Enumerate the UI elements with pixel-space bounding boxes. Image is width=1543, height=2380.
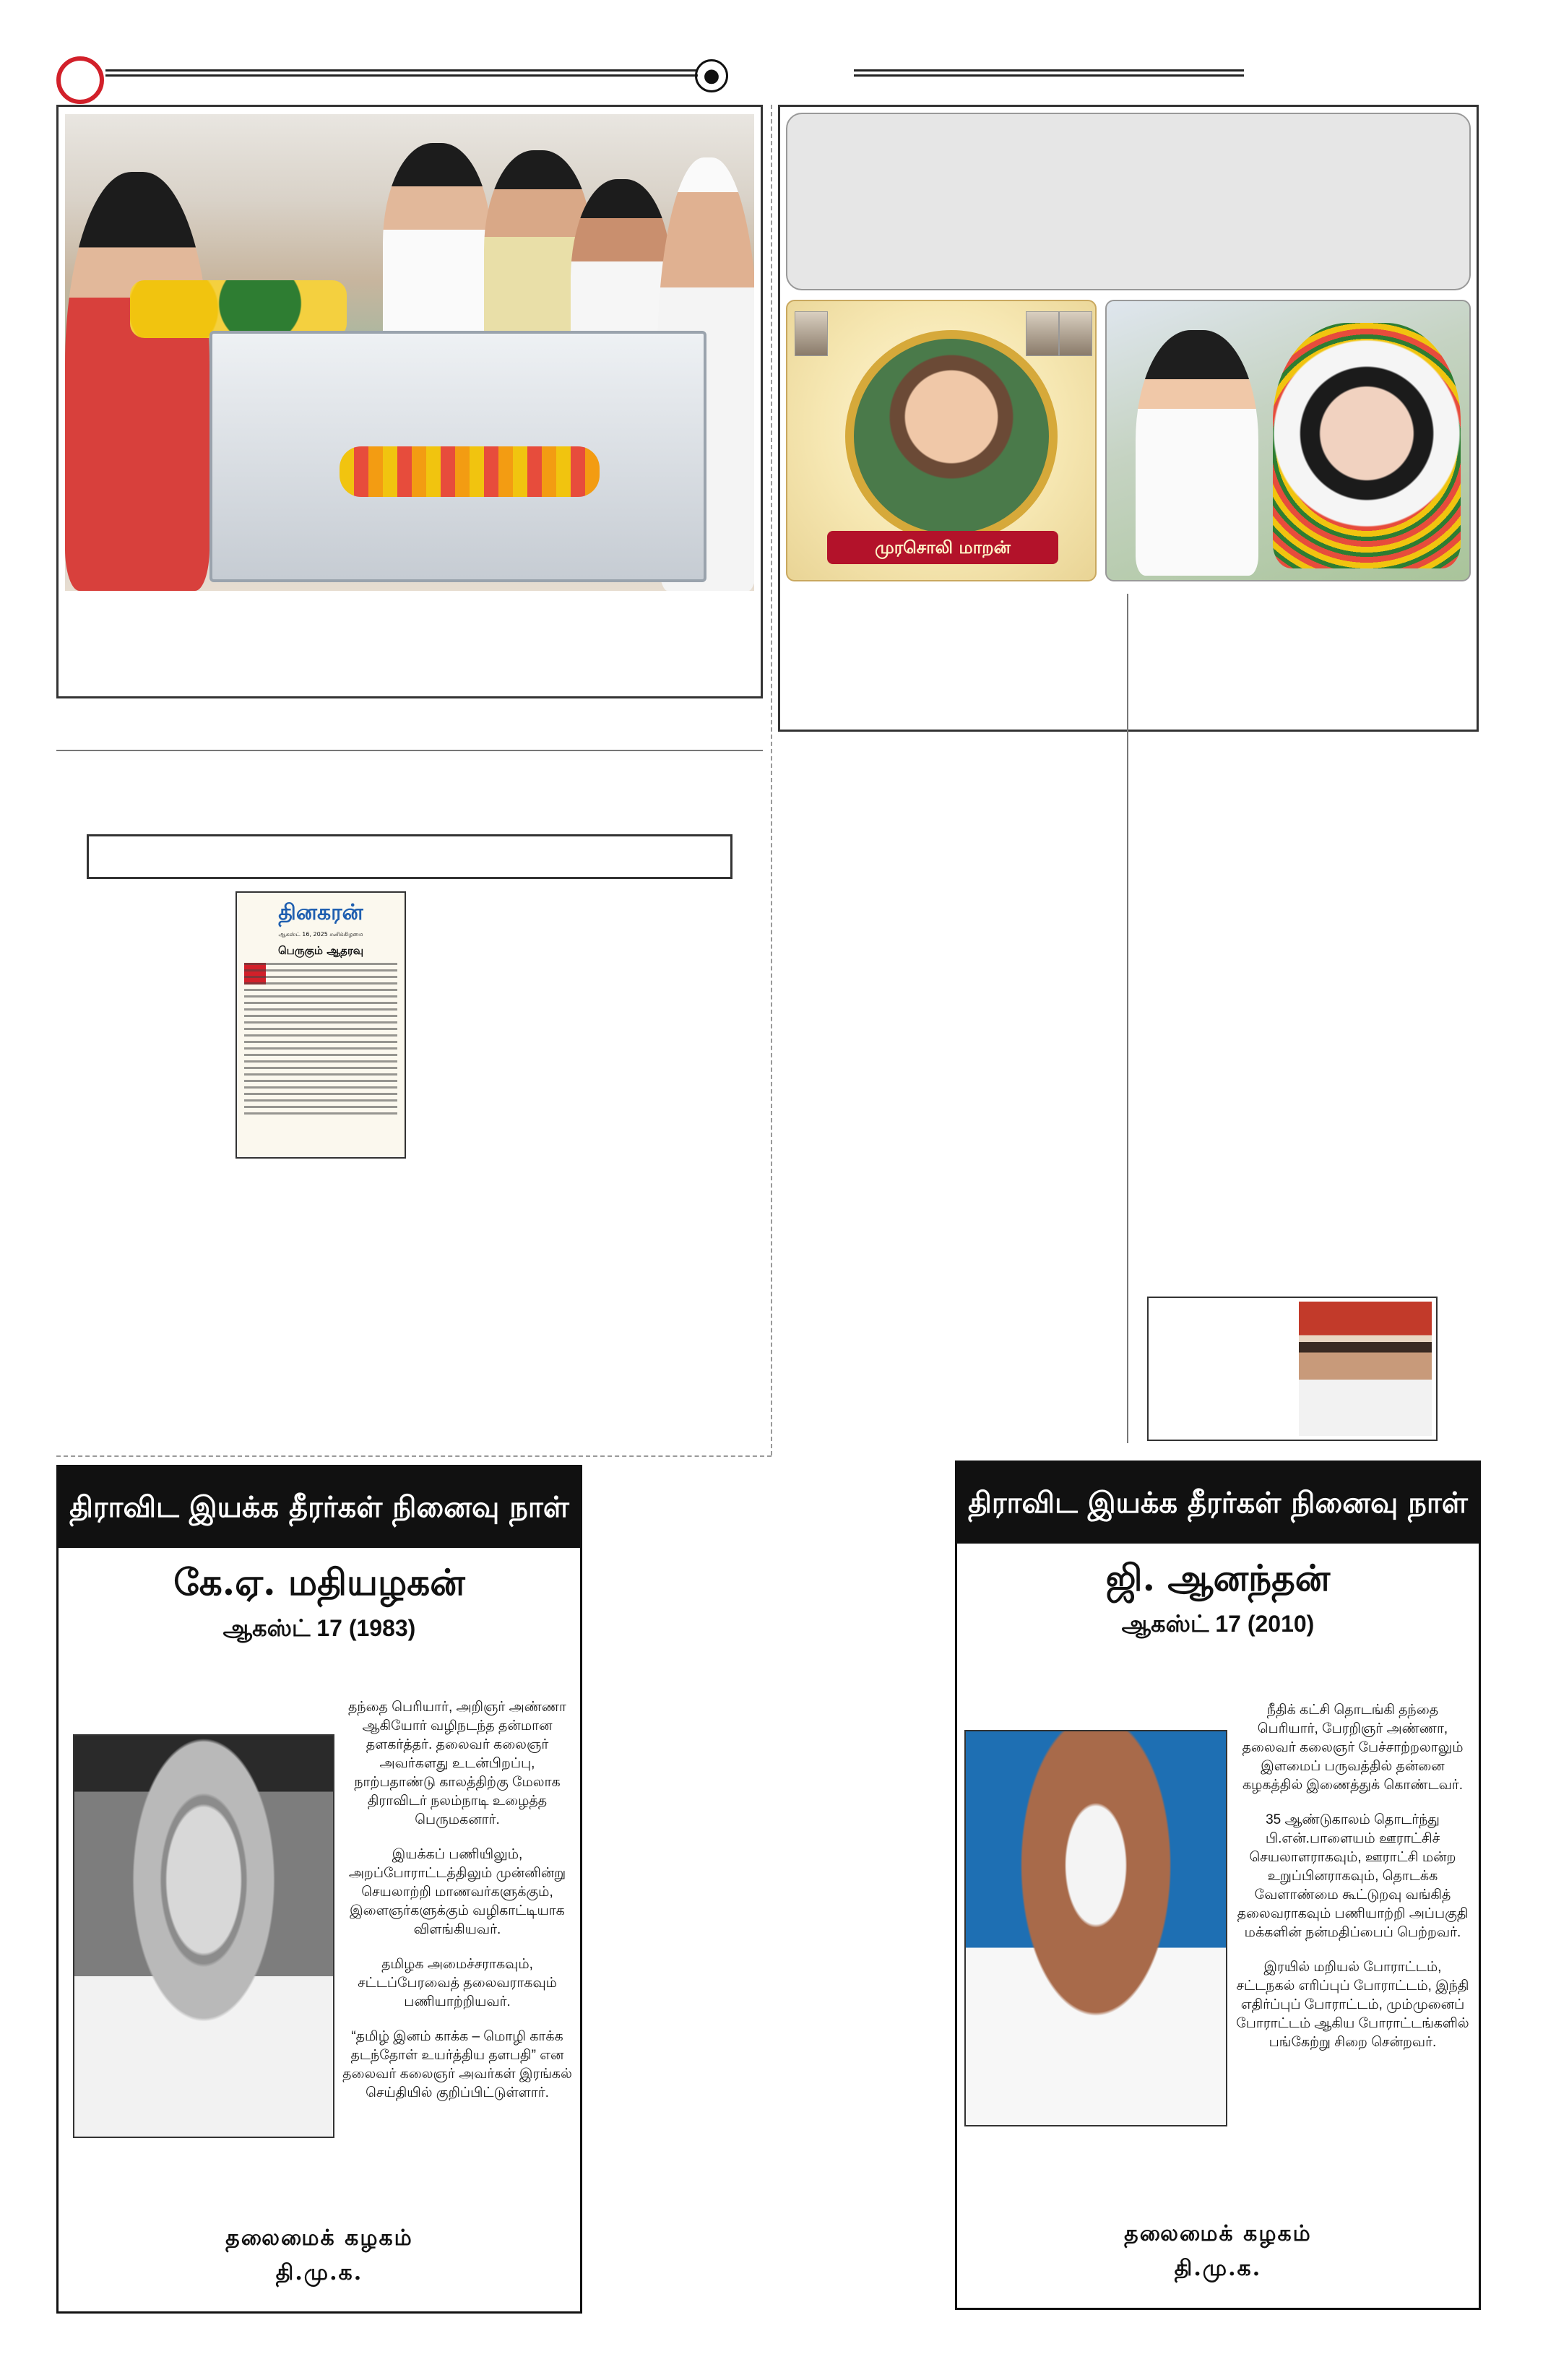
header-rule-left <box>105 69 698 77</box>
memorial-paragraph: தந்தை பெரியார், அறிஞர் அண்ணா ஆகியோர் வழிநடந்த தன்மான தளகர்த்தர். தலைவர் கலைஞர் அவர்களது உடன்பிறப்பு, நாற்பதாண்டு காலத்திற்கு மேலாக திராவிடர் நலம்நாடி உழைத்த பெருமகனார். <box>348 1700 566 1827</box>
row-dashed-divider <box>56 1455 772 1457</box>
memorial-date: ஆகஸ்ட் 17 (2010) <box>1121 1611 1315 1637</box>
clipping-masthead: தினகரன் <box>278 900 363 925</box>
gray-headline-panel <box>786 113 1471 290</box>
memorial-portrait <box>964 1730 1227 2126</box>
author-photo <box>1299 1302 1432 1436</box>
memorial-footer-party: தி.மு.க. <box>1174 2256 1262 2281</box>
section-divider <box>56 750 763 751</box>
memorial-paragraph: 35 ஆண்டுகாலம் தொடர்ந்து பி.என்.பாளையம் ஊராட்சிச் செயலாளராகவும், ஊராட்சி மன்ற உறுப்பினராகவும், தொடக்க வேளாண்மை கூட்டுறவு வங்கித் தலைவராகவும் பணியாற்றி அப்பகுதி மக்களின் நன்மதிப்பைப் பெற்றவர். <box>1237 1812 1469 1940</box>
mini-portrait <box>1026 311 1059 356</box>
floral-tribute-photo <box>1105 300 1471 581</box>
memorial-body <box>1235 1701 1470 2068</box>
memorial-paragraph: “தமிழ் இனம் காக்க – மொழி காக்க தடந்தோள் உயர்த்திய தளபதி” என தலைவர் கலைஞர் அவர்கள் இரங்கல் செய்தியில் குறிப்பிட்டுள்ளார். <box>342 2029 572 2100</box>
header-rule-right <box>854 69 1244 77</box>
clipping-headline: பெருகும் ஆதரவு <box>277 944 364 957</box>
newspaper-clipping <box>235 891 406 1159</box>
maran-banner: முரசொலி மாறன் <box>827 531 1058 564</box>
memorial-paragraph: இரயில் மறியல் போராட்டம், சட்டநகல் எரிப்புப் போராட்டம், இந்தி எதிர்ப்புப் போராட்டம், மும்முனைப் போராட்டம் ஆகிய போராட்டங்களில் பங்கேற்று சிறை சென்றவர். <box>1236 1960 1469 2050</box>
mini-portrait <box>1059 311 1092 356</box>
memorial-paragraph: நீதிக் கட்சி தொடங்கி தந்தை பெரியார், பேரறிஞர் அண்ணா, தலைவர் கலைஞர் பேச்சாற்றலாலும் இளமைப் பருவத்தில் தன்னை கழகத்தில் இணைத்துக் கொண்டவர். <box>1242 1702 1464 1793</box>
caption-box <box>87 834 732 879</box>
memorial-footer-party: தி.மு.க. <box>275 2260 363 2285</box>
memorial-name: கே.ஏ. மதியழகன் <box>173 1561 465 1604</box>
mini-portrait <box>795 311 828 356</box>
memorial-paragraph: தமிழக அமைச்சராகவும், சட்டப்பேரவைத் தலைவராகவும் பணியாற்றியவர். <box>358 1957 557 2009</box>
elephant-emblem-icon: ● <box>695 59 728 92</box>
column-divider <box>1127 594 1128 1443</box>
maran-portrait <box>845 330 1058 542</box>
column-dashed-divider <box>771 105 772 1455</box>
memorial-date: ஆகஸ்ட் 17 (1983) <box>222 1615 416 1641</box>
maran-portrait-card <box>786 300 1097 581</box>
clipping-date: ஆகஸ்ட் 16, 2025 சனிக்கிழமை <box>278 931 363 938</box>
memorial-card-anandhan <box>955 1461 1481 2310</box>
memorial-footer-org: தலைமைக் கழகம் <box>1124 2221 1312 2246</box>
funeral-tribute-photo <box>65 114 754 591</box>
memorial-name: ஜி. ஆனந்தன் <box>1105 1557 1331 1599</box>
section-marker-circle <box>56 56 104 104</box>
memorial-portrait <box>73 1734 334 2138</box>
memorial-footer-org: தலைமைக் கழகம் <box>225 2225 413 2251</box>
memorial-paragraph: இயக்கப் பணியிலும், அறப்போராட்டத்திலும் முன்னின்று செயலாற்றி மாணவர்களுக்கும், இளைஞர்களுக்கும் வழிகாட்டியாக விளங்கியவர். <box>348 1847 566 1937</box>
memorial-header: திராவிட இயக்க தீரர்கள் நினைவு நாள் <box>957 1463 1479 1544</box>
memorial-card-mathiyazhagan <box>56 1465 582 2314</box>
clipping-body-text <box>244 963 397 1115</box>
memorial-body <box>342 1698 573 2119</box>
memorial-header: திராவிட இயக்க தீரர்கள் நினைவு நாள் <box>59 1467 580 1548</box>
